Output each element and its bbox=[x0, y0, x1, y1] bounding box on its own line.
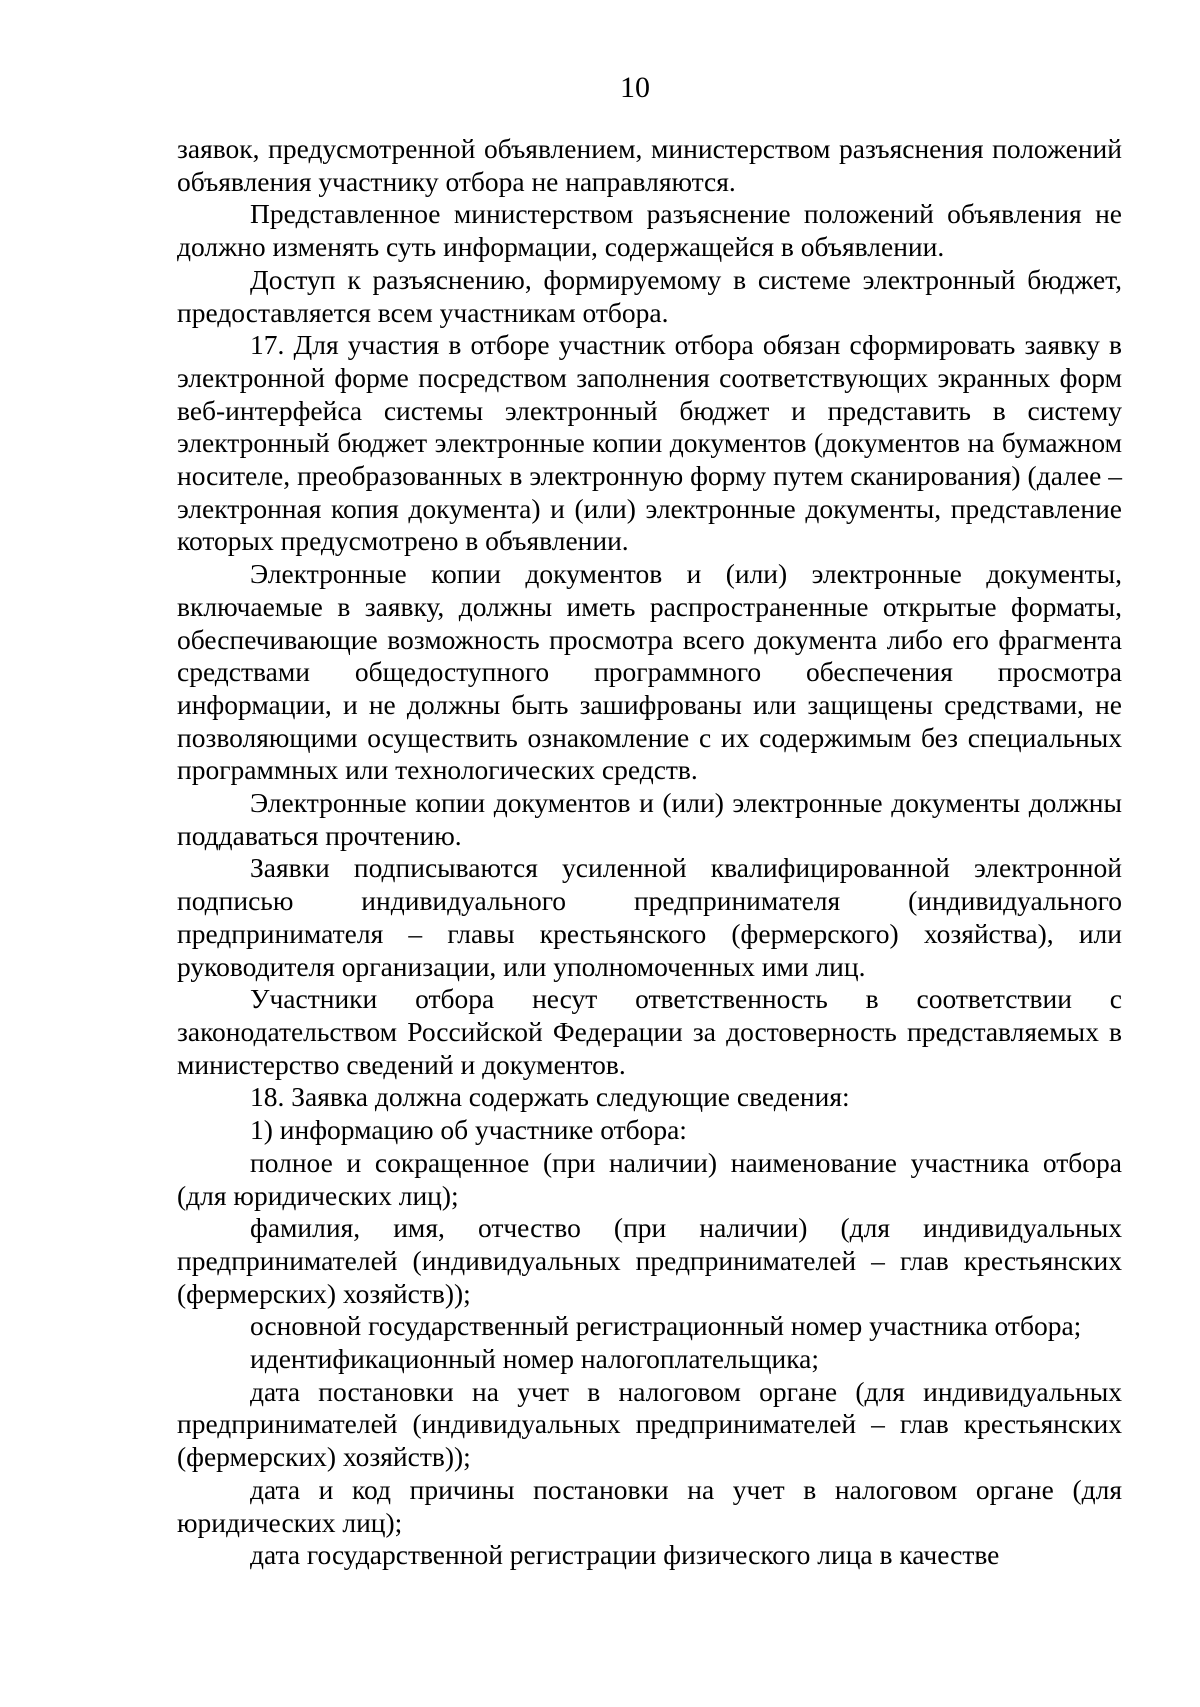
paragraph-continuation: заявок, предусмотренной объявлением, министерством разъяснения положений объявления участнику отбора не направляются. bbox=[177, 133, 1122, 197]
paragraph-clause-17: 17. Для участия в отборе участник отбора обязан сформировать заявку в электронной форме посредством заполнения соответствующих экранных форм веб-интерфейса системы электронный бюджет и представить в систему электронный бюджет электронные копии документов (документов на бумажном носителе, преобразованных в электронную форму путем сканирования) (далее – электронная копия документа) и (или) электронные документы, представление которых предусмотрено в объявлении. bbox=[177, 329, 1122, 557]
list-item: дата и код причины постановки на учет в налоговом органе (для юридических лиц); bbox=[177, 1473, 1122, 1538]
list-item: фамилия, имя, отчество (при наличии) (для индивидуальных предпринимателей (индивидуальных предпринимателей – глав крестьянских (фермерских) хозяйств)); bbox=[177, 1212, 1122, 1309]
list-item: дата постановки на учет в налоговом органе (для индивидуальных предпринимателей (индивидуальных предпринимателей – глав крестьянских (фермерских) хозяйств)); bbox=[177, 1375, 1122, 1473]
list-item: идентификационный номер налогоплательщика; bbox=[250, 1343, 820, 1375]
paragraph: Участники отбора несут ответственность в соответствии с законодательством Российской Федерации за достоверность представляемых в министерство сведений и документов. bbox=[177, 983, 1122, 1080]
document-body bbox=[177, 133, 1122, 1572]
list-item: 1) информацию об участнике отбора: bbox=[250, 1114, 687, 1146]
paragraph-clause-18: 18. Заявка должна содержать следующие сведения: bbox=[250, 1081, 850, 1113]
list-item: дата государственной регистрации физического лица в качестве bbox=[250, 1539, 1000, 1571]
paragraph: Электронные копии документов и (или) электронные документы должны поддаваться прочтению. bbox=[177, 787, 1122, 851]
list-item: основной государственный регистрационный номер участника отбора; bbox=[250, 1310, 1082, 1342]
list-item: полное и сокращенное (при наличии) наименование участника отбора (для юридических лиц); bbox=[177, 1146, 1122, 1211]
paragraph: Представленное министерством разъяснение положений объявления не должно изменять суть информации, содержащейся в объявлении. bbox=[177, 198, 1122, 263]
paragraph: Электронные копии документов и (или) электронные документы, включаемые в заявку, должны иметь распространенные открытые форматы, обеспечивающие возможность просмотра всего документа либо его фрагмента средствами общедоступного программного обеспечения просмотра информации, и не должны быть зашифрованы или защищены средствами, не позволяющими осуществить ознакомление с их содержимым без специальных программных или технологических средств. bbox=[177, 558, 1122, 786]
paragraph: Заявки подписываются усиленной квалифицированной электронной подписью индивидуального предпринимателя (индивидуального предпринимателя – главы крестьянского (фермерского) хозяйства), или руководителя организации, или уполномоченных ими лиц. bbox=[177, 852, 1122, 982]
page-number: 10 bbox=[620, 71, 650, 104]
paragraph: Доступ к разъяснению, формируемому в системе электронный бюджет, предоставляется всем участникам отбора. bbox=[177, 263, 1122, 328]
